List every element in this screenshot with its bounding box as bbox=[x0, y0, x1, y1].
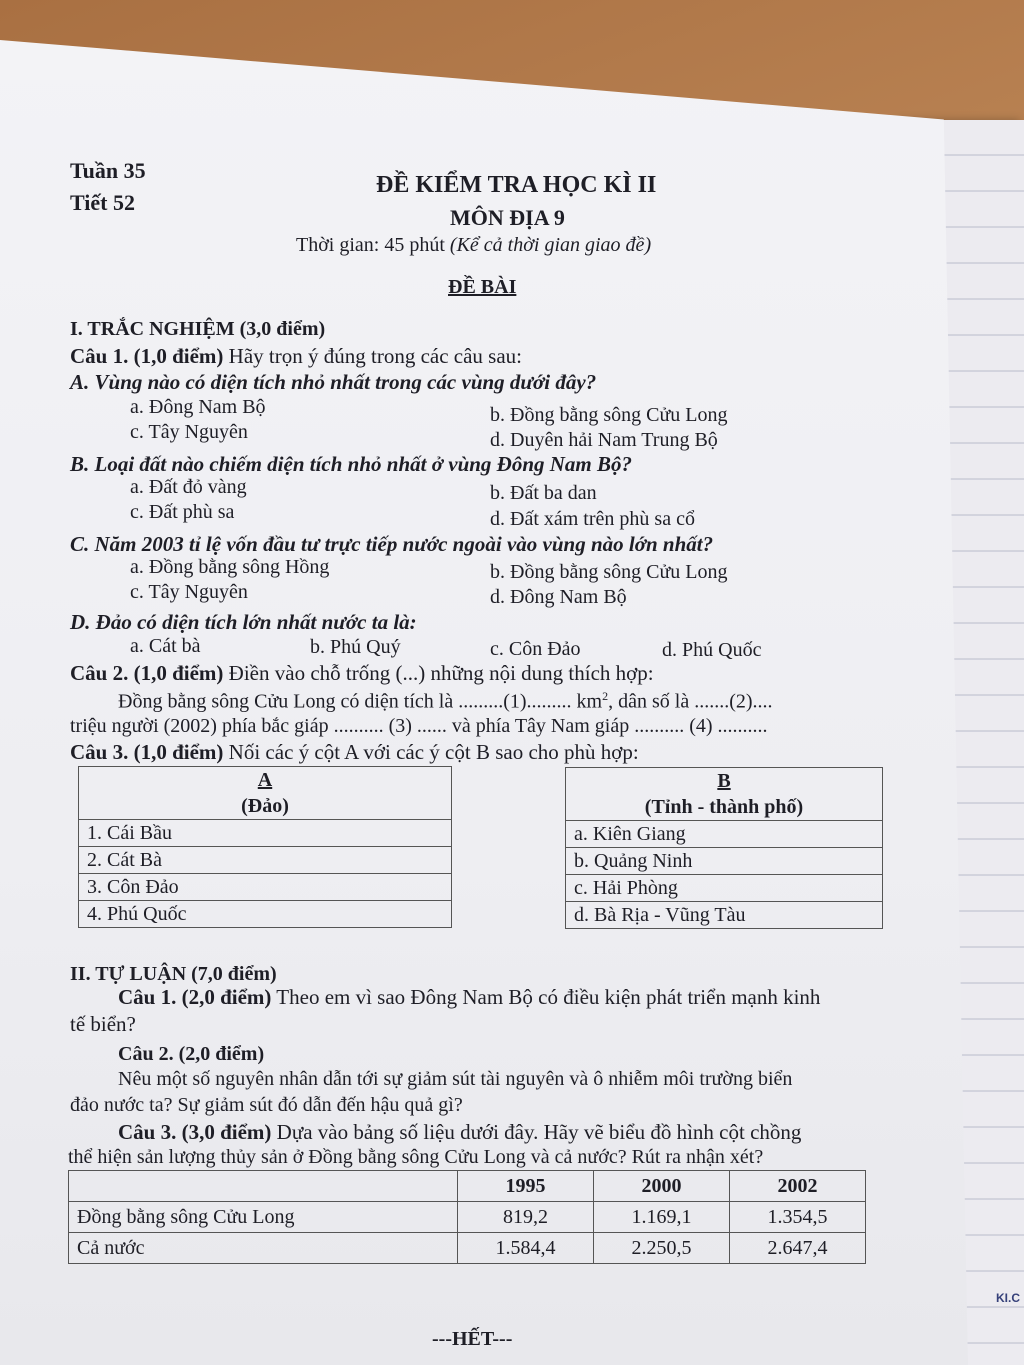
p2q1-line1 bbox=[118, 985, 820, 1010]
value-cell: 1.169,1 bbox=[594, 1202, 730, 1233]
column-a-table bbox=[78, 766, 452, 928]
exam-time bbox=[296, 234, 651, 257]
column-b-head1: B bbox=[717, 770, 731, 792]
q1b-stem: B. Loại đất nào chiếm diện tích nhỏ nhất ở vùng Đông Nam Bộ? bbox=[70, 452, 633, 476]
column-a-head1: A bbox=[257, 769, 273, 791]
q1a-option-a: a. Đông Nam Bộ bbox=[130, 396, 266, 418]
p2q2-line2: đảo nước ta? Sự giảm sút đó dẫn đến hậu quả gì? bbox=[70, 1094, 463, 1116]
q1b-option-b: b. Đất ba dan bbox=[490, 482, 597, 504]
column-b-head2: (Tỉnh - thành phố) bbox=[644, 796, 804, 818]
q2-heading bbox=[70, 661, 654, 686]
table-row: 3. Côn Đảo bbox=[79, 874, 452, 901]
part1-title: I. TRẮC NGHIỆM (3,0 điểm) bbox=[70, 318, 326, 340]
q3-label: Câu 3. (1,0 điểm) bbox=[70, 740, 224, 764]
year-header: 2002 bbox=[730, 1171, 866, 1202]
q1a-option-d: d. Duyên hải Nam Trung Bộ bbox=[490, 429, 718, 451]
value-cell: 2.250,5 bbox=[594, 1233, 730, 1264]
p2q3-text1: Dựa vào bảng số liệu dưới đây. Hãy vẽ biểu đồ hình cột chồng bbox=[276, 1120, 802, 1144]
table-row: 2. Cát Bà bbox=[79, 847, 452, 874]
q2-line2: triệu người (2002) phía bắc giáp .......... (3) ...... và phía Tây Nam giáp .......... (4) .......... bbox=[70, 715, 768, 737]
p2q3-line1 bbox=[118, 1120, 801, 1145]
q1d-option-c: c. Côn Đảo bbox=[490, 638, 581, 660]
column-a-head2: (Đảo) bbox=[241, 795, 289, 817]
q2-line1-sup: 2 bbox=[602, 689, 609, 703]
year-header: 1995 bbox=[458, 1171, 594, 1202]
q1c-option-a: a. Đồng bằng sông Hồng bbox=[130, 556, 330, 578]
de-bai-heading: ĐỀ BÀI bbox=[448, 276, 517, 298]
value-cell: 2.647,4 bbox=[730, 1233, 866, 1264]
q3-text: Nối các ý cột A với các ý cột B sao cho phù hợp: bbox=[228, 740, 639, 764]
table-row bbox=[69, 1202, 866, 1233]
q1-heading bbox=[70, 344, 522, 369]
time-note: (Kể cả thời gian giao đề) bbox=[449, 234, 652, 256]
p2q3-line2: thể hiện sản lượng thủy sản ở Đồng bằng sông Cửu Long và cả nước? Rút ra nhận xét? bbox=[68, 1146, 764, 1168]
q3-heading bbox=[70, 740, 639, 765]
table-row: c. Hải Phòng bbox=[566, 875, 883, 902]
week-label: Tuần 35 bbox=[70, 158, 146, 183]
table-row: d. Bà Rịa - Vũng Tàu bbox=[566, 902, 883, 929]
q1d-option-a: a. Cát bà bbox=[130, 635, 201, 657]
q1c-option-c: c. Tây Nguyên bbox=[130, 581, 248, 603]
column-b-table bbox=[565, 767, 883, 929]
period-label: Tiết 52 bbox=[70, 190, 135, 215]
column-a-header bbox=[79, 767, 452, 820]
q1d-option-b: b. Phú Quý bbox=[310, 636, 401, 658]
table-corner-cell bbox=[69, 1171, 458, 1202]
q1d-stem: D. Đảo có diện tích lớn nhất nước ta là: bbox=[70, 610, 417, 634]
time-label: Thời gian: 45 phút bbox=[296, 234, 445, 256]
q1c-option-d: d. Đông Nam Bộ bbox=[490, 586, 627, 608]
q1d-option-d: d. Phú Quốc bbox=[662, 639, 762, 661]
q2-line1-pre: Đồng bằng sông Cửu Long có diện tích là .........(1)......... km bbox=[118, 690, 603, 713]
value-cell: 1.584,4 bbox=[458, 1233, 594, 1264]
table-row: 4. Phú Quốc bbox=[79, 901, 452, 928]
p2q1-label: Câu 1. (2,0 điểm) bbox=[118, 985, 272, 1009]
notebook-brand-text: KI.C bbox=[996, 1291, 1020, 1305]
fish-output-table bbox=[68, 1170, 866, 1264]
table-row: 1. Cái Bầu bbox=[79, 820, 452, 847]
q1a-option-b: b. Đồng bằng sông Cửu Long bbox=[490, 404, 728, 426]
q2-text: Điền vào chỗ trống (...) những nội dung thích hợp: bbox=[228, 661, 654, 685]
table-row: a. Kiên Giang bbox=[566, 821, 883, 848]
exam-subject: MÔN ĐỊA 9 bbox=[450, 205, 565, 230]
q1a-option-c: c. Tây Nguyên bbox=[130, 421, 248, 443]
year-header: 2000 bbox=[594, 1171, 730, 1202]
q1b-option-a: a. Đất đỏ vàng bbox=[130, 476, 247, 498]
q1c-option-b: b. Đồng bằng sông Cửu Long bbox=[490, 561, 728, 583]
q2-line1-post: , dân số là .......(2).... bbox=[608, 690, 773, 713]
table-row bbox=[69, 1233, 866, 1264]
exam-title: ĐỀ KIỂM TRA HỌC KÌ II bbox=[376, 172, 657, 198]
p2q1-line2: tế biển? bbox=[70, 1012, 136, 1036]
q1c-stem: C. Năm 2003 tỉ lệ vốn đầu tư trực tiếp nước ngoài vào vùng nào lớn nhất? bbox=[70, 532, 714, 556]
end-marker: ---HẾT--- bbox=[432, 1328, 513, 1350]
q1b-option-d: d. Đất xám trên phù sa cổ bbox=[490, 508, 695, 530]
row-name: Cả nước bbox=[69, 1233, 458, 1264]
q1-text: Hãy trọn ý đúng trong các câu sau: bbox=[228, 344, 522, 368]
row-name: Đồng bằng sông Cửu Long bbox=[69, 1202, 458, 1233]
q1-label: Câu 1. (1,0 điểm) bbox=[70, 344, 224, 368]
q1b-option-c: c. Đất phù sa bbox=[130, 501, 235, 523]
value-cell: 1.354,5 bbox=[730, 1202, 866, 1233]
q2-line1 bbox=[118, 689, 773, 714]
value-cell: 819,2 bbox=[458, 1202, 594, 1233]
p2q3-label: Câu 3. (3,0 điểm) bbox=[118, 1120, 272, 1144]
p2q2-line1: Nêu một số nguyên nhân dẫn tới sự giảm sút tài nguyên và ô nhiễm môi trường biển bbox=[118, 1068, 793, 1090]
p2q2-label: Câu 2. (2,0 điểm) bbox=[118, 1043, 265, 1065]
q2-label: Câu 2. (1,0 điểm) bbox=[70, 661, 224, 685]
p2q1-text1: Theo em vì sao Đông Nam Bộ có điều kiện phát triển mạnh kinh bbox=[276, 985, 821, 1009]
q1a-stem: A. Vùng nào có diện tích nhỏ nhất trong các vùng dưới đây? bbox=[70, 370, 597, 394]
part2-title: II. TỰ LUẬN (7,0 điểm) bbox=[70, 963, 277, 985]
column-b-header bbox=[566, 768, 883, 821]
table-row: b. Quảng Ninh bbox=[566, 848, 883, 875]
